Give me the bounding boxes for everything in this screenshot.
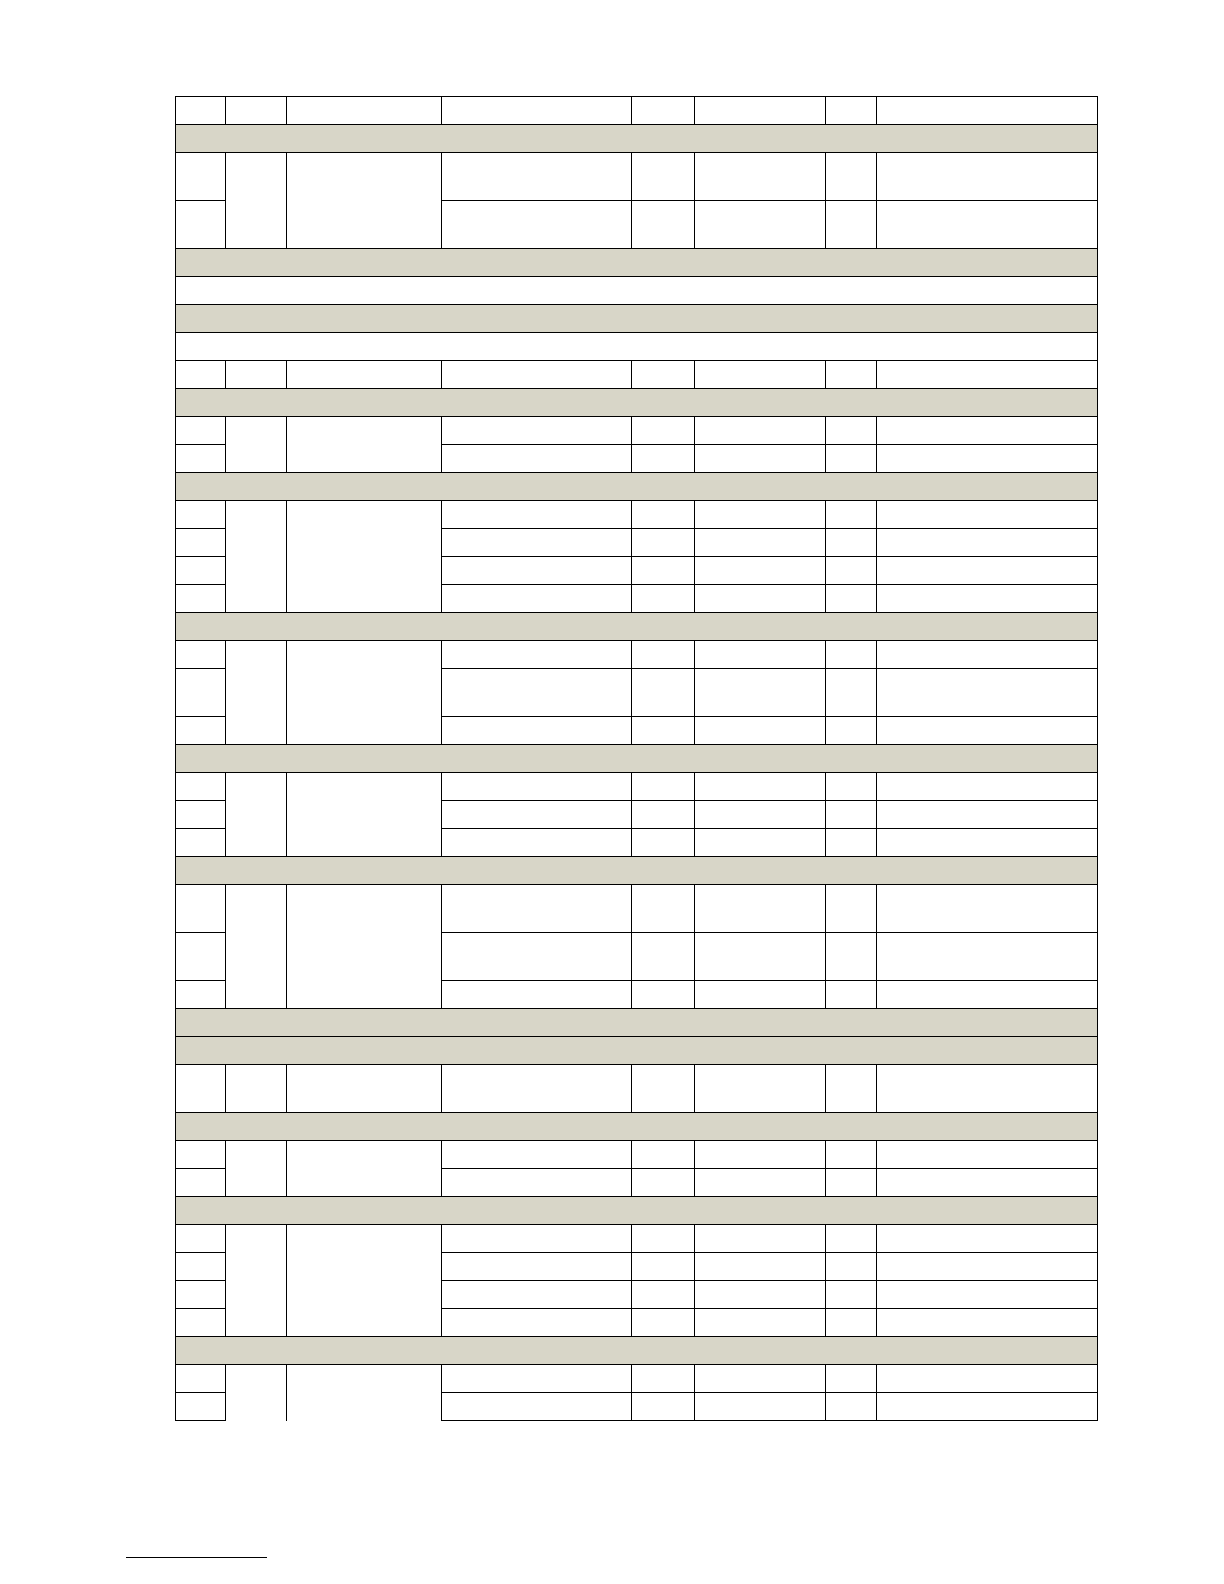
table-cell <box>695 773 826 801</box>
table-cell <box>877 153 1098 201</box>
merged-cell <box>287 1141 442 1197</box>
table-cell <box>826 201 877 249</box>
table-cell <box>826 1141 877 1169</box>
section-band <box>176 125 1098 153</box>
table-cell <box>695 1169 826 1197</box>
table-cell <box>877 417 1098 445</box>
table-cell <box>877 501 1098 529</box>
merged-cell <box>226 641 287 745</box>
table-cell <box>695 1225 826 1253</box>
table-cell <box>226 361 287 389</box>
section-band-cell <box>176 1197 1098 1225</box>
table-cell <box>442 1365 632 1393</box>
table-row <box>176 641 1098 669</box>
table-cell <box>695 885 826 933</box>
section-band-cell <box>176 389 1098 417</box>
table-cell <box>877 669 1098 717</box>
table-cell <box>695 585 826 613</box>
table-cell <box>826 1281 877 1309</box>
table-cell <box>826 829 877 857</box>
table-cell <box>826 361 877 389</box>
table-cell <box>632 933 695 981</box>
table-row <box>176 417 1098 445</box>
table-cell <box>826 501 877 529</box>
table-cell <box>442 801 632 829</box>
table-cell <box>826 1169 877 1197</box>
table-cell <box>632 201 695 249</box>
table-cell <box>695 1281 826 1309</box>
table-cell <box>632 1281 695 1309</box>
section-band <box>176 1197 1098 1225</box>
table-cell <box>442 585 632 613</box>
table-cell <box>695 1141 826 1169</box>
table-cell <box>877 1253 1098 1281</box>
table-cell <box>632 981 695 1009</box>
table-cell <box>826 641 877 669</box>
table-cell <box>695 1309 826 1337</box>
merged-cell <box>226 1065 287 1113</box>
table-cell <box>176 97 226 125</box>
table-cell <box>877 885 1098 933</box>
table-row <box>176 1141 1098 1169</box>
table-cell <box>695 557 826 585</box>
table-cell <box>632 501 695 529</box>
table-cell <box>826 1065 877 1113</box>
table-cell <box>442 417 632 445</box>
row-number-cell <box>176 641 226 669</box>
table-cell <box>442 361 632 389</box>
merged-cell <box>226 1225 287 1337</box>
table-cell <box>826 1393 877 1421</box>
table-cell <box>877 361 1098 389</box>
table-cell <box>442 1169 632 1197</box>
table-cell <box>287 97 442 125</box>
table-cell <box>877 1225 1098 1253</box>
table-cell <box>826 417 877 445</box>
section-band-cell <box>176 1009 1098 1037</box>
section-band <box>176 613 1098 641</box>
merged-cell <box>226 1365 287 1421</box>
merged-cell <box>226 417 287 473</box>
merged-cell <box>287 885 442 1009</box>
table-cell <box>826 529 877 557</box>
row-number-cell <box>176 201 226 249</box>
table-cell <box>442 669 632 717</box>
section-band-cell <box>176 613 1098 641</box>
row-number-cell <box>176 717 226 745</box>
table-cell <box>877 641 1098 669</box>
table-cell <box>442 445 632 473</box>
table-cell <box>826 717 877 745</box>
table-cell <box>826 981 877 1009</box>
section-band-cell <box>176 1037 1098 1065</box>
table-row <box>176 1065 1098 1113</box>
table-cell <box>826 669 877 717</box>
row-number-cell <box>176 1281 226 1309</box>
table-cell <box>877 445 1098 473</box>
section-band-cell <box>176 745 1098 773</box>
row-number-cell <box>176 829 226 857</box>
table-cell <box>442 1393 632 1421</box>
table-cell <box>695 641 826 669</box>
row-number-cell <box>176 585 226 613</box>
row-number-cell <box>176 1225 226 1253</box>
row-number-cell <box>176 1169 226 1197</box>
table-cell <box>632 1365 695 1393</box>
table-cell <box>826 773 877 801</box>
table-cell <box>632 1065 695 1113</box>
table-cell <box>877 773 1098 801</box>
merged-cell <box>226 501 287 613</box>
table-cell <box>695 1393 826 1421</box>
table-cell <box>826 885 877 933</box>
table-cell <box>226 97 287 125</box>
table-cell <box>695 361 826 389</box>
table-cell <box>826 97 877 125</box>
table-cell <box>826 1309 877 1337</box>
table-cell <box>632 557 695 585</box>
table-cell <box>442 829 632 857</box>
table-cell <box>826 1365 877 1393</box>
blank-band-row <box>176 333 1098 361</box>
section-band-cell <box>176 1113 1098 1141</box>
section-band <box>176 305 1098 333</box>
blank-band-cell <box>176 277 1098 305</box>
table-cell <box>877 1365 1098 1393</box>
table-cell <box>632 1141 695 1169</box>
table-cell <box>695 669 826 717</box>
section-band <box>176 1009 1098 1037</box>
table-row <box>176 885 1098 933</box>
section-band <box>176 857 1098 885</box>
table-cell <box>632 641 695 669</box>
form-table <box>175 96 1098 1421</box>
merged-cell <box>287 1365 442 1421</box>
table-cell <box>826 1253 877 1281</box>
row-number-cell <box>176 669 226 717</box>
table-row <box>176 1365 1098 1393</box>
table-cell <box>826 1225 877 1253</box>
row-number-cell <box>176 981 226 1009</box>
table-cell <box>877 801 1098 829</box>
table-cell <box>287 361 442 389</box>
table-cell <box>632 801 695 829</box>
section-band <box>176 745 1098 773</box>
section-band <box>176 473 1098 501</box>
table-cell <box>442 717 632 745</box>
table-cell <box>632 417 695 445</box>
table-cell <box>632 885 695 933</box>
row-number-cell <box>176 529 226 557</box>
section-band-cell <box>176 1337 1098 1365</box>
table-cell <box>176 361 226 389</box>
table-cell <box>632 829 695 857</box>
table-cell <box>695 801 826 829</box>
table-cell <box>877 585 1098 613</box>
section-band <box>176 1113 1098 1141</box>
table-cell <box>632 1393 695 1421</box>
table-cell <box>877 1281 1098 1309</box>
table-cell <box>877 981 1098 1009</box>
table-row <box>176 153 1098 201</box>
table-cell <box>442 501 632 529</box>
section-band-cell <box>176 473 1098 501</box>
row-number-cell <box>176 1065 226 1113</box>
table-cell <box>442 1309 632 1337</box>
table-row <box>176 1225 1098 1253</box>
section-band <box>176 249 1098 277</box>
section-band <box>176 1037 1098 1065</box>
merged-cell <box>287 1065 442 1113</box>
table-row <box>176 773 1098 801</box>
table-cell <box>632 361 695 389</box>
merged-cell <box>287 773 442 857</box>
row-number-cell <box>176 557 226 585</box>
table-row <box>176 501 1098 529</box>
table-cell <box>877 1169 1098 1197</box>
table-cell <box>826 153 877 201</box>
table-cell <box>695 981 826 1009</box>
row-number-cell <box>176 801 226 829</box>
table-cell <box>695 97 826 125</box>
table-cell <box>632 153 695 201</box>
table-cell <box>826 933 877 981</box>
merged-cell <box>226 773 287 857</box>
table-cell <box>695 1365 826 1393</box>
row-number-cell <box>176 417 226 445</box>
table-cell <box>632 97 695 125</box>
table-cell <box>877 1393 1098 1421</box>
table-cell <box>442 97 632 125</box>
table-cell <box>632 717 695 745</box>
table-cell <box>695 153 826 201</box>
table-cell <box>877 933 1098 981</box>
table-cell <box>632 1225 695 1253</box>
merged-cell <box>226 153 287 249</box>
table-cell <box>442 933 632 981</box>
merged-cell <box>287 501 442 613</box>
table-cell <box>695 417 826 445</box>
table-cell <box>442 1065 632 1113</box>
table-cell <box>632 1169 695 1197</box>
row-number-cell <box>176 1365 226 1393</box>
table-cell <box>632 773 695 801</box>
section-band-cell <box>176 857 1098 885</box>
row-number-cell <box>176 1393 226 1421</box>
footnote-separator-line <box>126 1557 267 1558</box>
section-band-cell <box>176 305 1098 333</box>
table-cell <box>877 97 1098 125</box>
table-cell <box>442 1253 632 1281</box>
table-cell <box>442 201 632 249</box>
table-cell <box>877 201 1098 249</box>
table-cell <box>442 981 632 1009</box>
table-cell <box>442 1141 632 1169</box>
table-cell <box>632 445 695 473</box>
section-band <box>176 1337 1098 1365</box>
section-band-cell <box>176 125 1098 153</box>
merged-cell <box>287 641 442 745</box>
section-band-cell <box>176 249 1098 277</box>
table-cell <box>695 1253 826 1281</box>
table-cell <box>877 557 1098 585</box>
merged-cell <box>226 885 287 1009</box>
table-cell <box>826 445 877 473</box>
table-cell <box>632 529 695 557</box>
section-band <box>176 389 1098 417</box>
table-cell <box>442 1281 632 1309</box>
merged-cell <box>287 417 442 473</box>
table-cell <box>632 1253 695 1281</box>
table-cell <box>695 1065 826 1113</box>
merged-cell <box>287 153 442 249</box>
table-cell <box>442 557 632 585</box>
table-cell <box>695 445 826 473</box>
table-cell <box>877 717 1098 745</box>
table-cell <box>877 1065 1098 1113</box>
table-cell <box>826 585 877 613</box>
table-cell <box>695 717 826 745</box>
table-cell <box>632 585 695 613</box>
table-cell <box>442 153 632 201</box>
row-number-cell <box>176 933 226 981</box>
table-cell <box>695 201 826 249</box>
table-cell <box>695 529 826 557</box>
blank-band-cell <box>176 333 1098 361</box>
table-row <box>176 361 1098 389</box>
table-cell <box>632 669 695 717</box>
blank-band-row <box>176 277 1098 305</box>
row-number-cell <box>176 501 226 529</box>
merged-cell <box>226 1141 287 1197</box>
table-cell <box>826 557 877 585</box>
row-number-cell <box>176 1253 226 1281</box>
table-cell <box>442 1225 632 1253</box>
table-cell <box>442 641 632 669</box>
table-cell <box>877 529 1098 557</box>
table-cell <box>695 501 826 529</box>
table-cell <box>442 885 632 933</box>
row-number-cell <box>176 153 226 201</box>
table-cell <box>632 1309 695 1337</box>
table-cell <box>695 933 826 981</box>
row-number-cell <box>176 773 226 801</box>
table-cell <box>695 829 826 857</box>
table-cell <box>877 1309 1098 1337</box>
row-number-cell <box>176 885 226 933</box>
table-cell <box>826 801 877 829</box>
table-cell <box>877 829 1098 857</box>
row-number-cell <box>176 1141 226 1169</box>
table-row <box>176 97 1098 125</box>
table-cell <box>877 1141 1098 1169</box>
merged-cell <box>287 1225 442 1337</box>
row-number-cell <box>176 1309 226 1337</box>
table-cell <box>442 529 632 557</box>
table-cell <box>442 773 632 801</box>
row-number-cell <box>176 445 226 473</box>
